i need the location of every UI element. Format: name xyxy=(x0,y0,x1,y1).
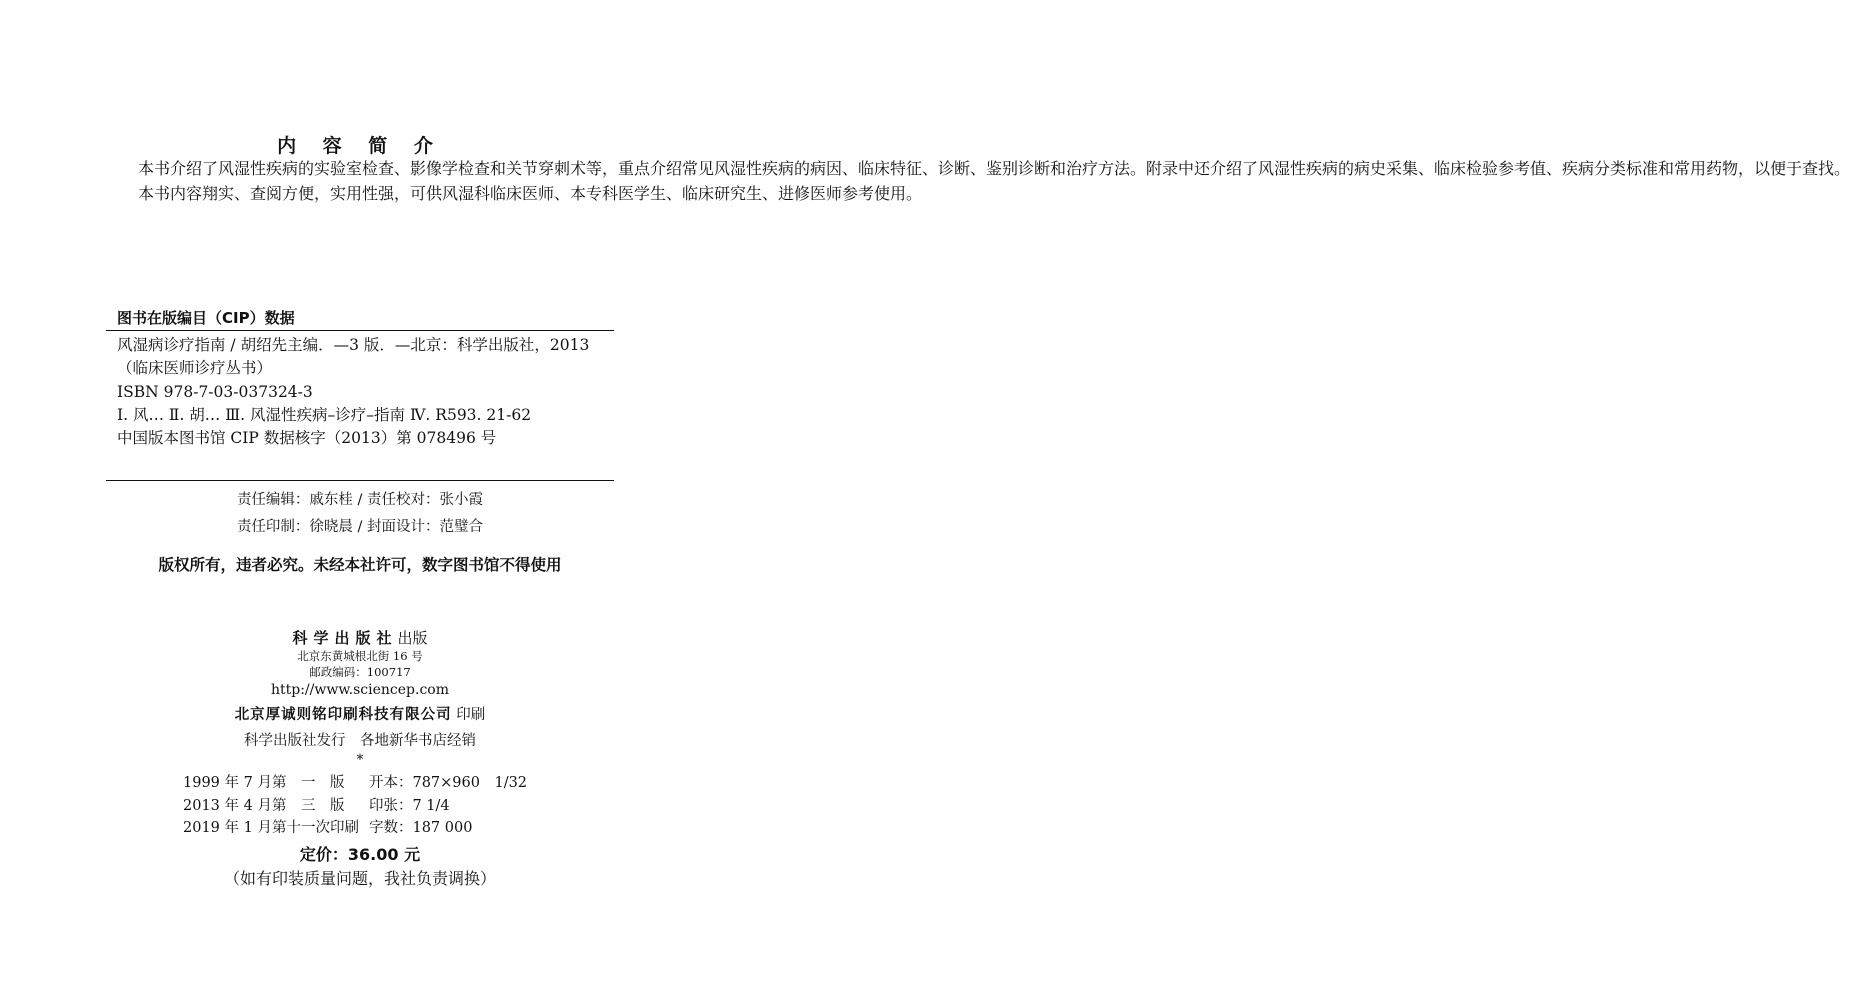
cip-bottom-rule xyxy=(106,480,614,481)
edition-row xyxy=(183,817,527,840)
edition-row xyxy=(183,795,527,818)
printer-name: 北京厚诚则铭印刷科技有限公司 xyxy=(234,707,452,723)
cip-data xyxy=(117,334,617,450)
editors-line-1: 责任编辑：戚东桂 / 责任校对：张小霞 xyxy=(236,492,484,508)
cip-heading: 图书在版编目（CIP）数据 xyxy=(117,309,295,327)
publisher-block xyxy=(0,627,720,700)
publisher-name: 科学出版社 xyxy=(292,629,398,647)
edition-date: 1999 年 7 月第 一 版 xyxy=(183,775,345,791)
edition-info xyxy=(183,772,527,840)
edition-date: 2013 年 4 月第 三 版 xyxy=(183,797,345,814)
cip-series-line: （临床医师诊疗丛书） xyxy=(117,359,273,378)
cip-top-rule xyxy=(106,330,614,331)
publisher-address: 北京东黄城根北街 16 号 xyxy=(297,649,423,663)
editors-block xyxy=(0,487,720,541)
cip-record-number-line: 中国版本图书馆 CIP 数据核字（2013）第 078496 号 xyxy=(117,429,497,448)
publisher-url: http://www.sciencep.com xyxy=(270,682,449,698)
edition-spec: 开本：787×960 1/32 xyxy=(368,775,528,791)
edition-spec: 印张：7 1/4 xyxy=(368,797,450,814)
editors-line-2: 责任印制：徐晓晨 / 封面设计：范璧合 xyxy=(236,519,484,535)
publisher-suffix: 出版 xyxy=(397,629,428,647)
cip-classification-line: Ⅰ. 风… Ⅱ. 胡… Ⅲ. 风湿性疾病–诊疗–指南 Ⅳ. R593. 21-62 xyxy=(117,405,532,424)
content-summary xyxy=(106,157,1850,206)
edition-date: 2019 年 1 月第十一次印刷 xyxy=(183,820,359,836)
quality-note: （如有印装质量问题，我社负责调换） xyxy=(223,869,496,888)
publisher-postcode: 邮政编码：100717 xyxy=(309,665,411,679)
rights-notice: 版权所有，违者必究。未经本社许可，数字图书馆不得使用 xyxy=(158,556,562,574)
cip-title-line: 风湿病诊疗指南 / 胡绍先主编．—3 版．—北京：科学出版社，2013 xyxy=(117,336,590,354)
cip-isbn-line: ISBN 978-7-03-037324-3 xyxy=(117,382,313,401)
printer-suffix: 印刷 xyxy=(456,707,486,723)
edition-table xyxy=(183,772,527,840)
edition-row xyxy=(183,772,527,795)
distribution-line: 科学出版社发行 各地新华书店经销 xyxy=(244,733,476,749)
separator-star: * xyxy=(356,752,364,768)
edition-spec: 字数：187 000 xyxy=(368,820,473,836)
content-summary-title: 内 容 简 介 xyxy=(277,135,443,157)
printer-line xyxy=(0,703,720,724)
summary-paragraph-1: 本书介绍了风湿性疾病的实验室检查、影像学检查和关节穿刺术等，重点介绍常见风湿性疾病的病因、临床特征、诊断、鉴别诊断和治疗方法。附录中还介绍了风湿性疾病的病史采集、临床检验参考值、疾病分类标准和常用药物，以便于查找。 xyxy=(106,159,1850,178)
price: 定价：36.00 元 xyxy=(299,845,421,864)
summary-paragraph-2: 本书内容翔实、查阅方便，实用性强，可供风湿科临床医师、本专科医学生、临床研究生、进修医师参考使用。 xyxy=(106,183,923,203)
publisher-line xyxy=(0,627,720,648)
